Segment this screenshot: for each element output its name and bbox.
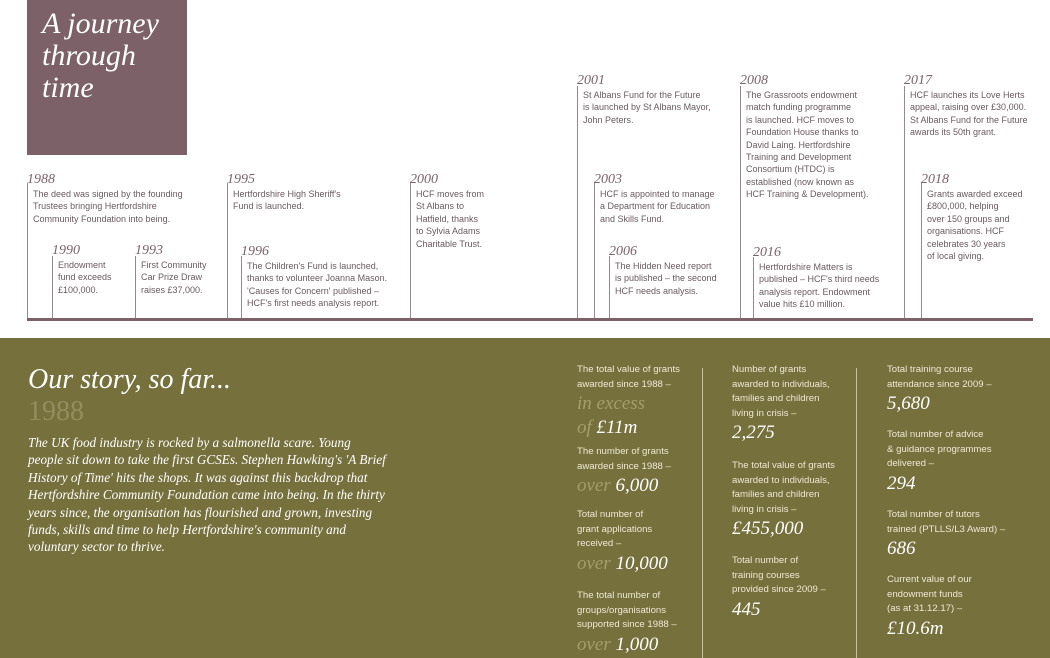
event-text: Hertfordshire Matters is published – HCF's third needs analysis report. Endowment value hits £10 million. <box>759 262 880 310</box>
event-year: 2008 <box>740 73 768 88</box>
stat-value: 2,275 <box>732 422 775 444</box>
timeline-event-1996 <box>241 244 387 310</box>
stat-value: 445 <box>732 598 761 620</box>
stat-grants-count <box>577 445 671 498</box>
event-text: Hertfordshire High Sheriff's Fund is launched. <box>233 189 341 212</box>
event-text: Endowment fund exceeds £100,000. <box>58 260 112 295</box>
event-text: The Children's Fund is launched, thanks to volunteer Joanna Mason. 'Causes for Concern' published – HCF's first needs analysis report. <box>247 261 388 309</box>
timeline-event-2016 <box>753 245 879 311</box>
stat-label: Current value of our endowment funds (as at 31.12.17) – <box>887 574 972 615</box>
timeline-event-1990 <box>52 243 112 296</box>
stat-endowment-value <box>887 573 972 641</box>
stat-advice-programmes <box>887 428 992 496</box>
event-year: 1995 <box>227 172 255 187</box>
timeline-event-2018 <box>921 172 1023 262</box>
stat-value: over 10,000 <box>577 552 668 574</box>
stat-individual-grants <box>732 363 830 445</box>
column-divider <box>702 368 703 658</box>
stat-label: Total training course attendance since 2009 – <box>887 364 992 390</box>
story-title: Our story, so far... <box>28 364 232 395</box>
stat-label: Number of grants awarded to individuals, families and children living in crisis – <box>732 364 830 419</box>
event-year: 1993 <box>135 243 163 258</box>
event-text: The Grassroots endowment match funding programme is launched. HCF moves to Foundation House thanks to David Laing. Hertfordshire Training and Development Consortium (HTDC) is established (now known as HCF Training & Development). <box>746 90 869 200</box>
stat-label: Total number of grant applications received – <box>577 509 653 550</box>
stat-label: The total value of grants awarded since 1988 – <box>577 364 680 390</box>
event-year: 1990 <box>52 243 80 258</box>
timeline-event-2000 <box>410 172 484 250</box>
timeline-axis <box>27 318 1033 321</box>
event-text: St Albans Fund for the Future is launched by St Albans Mayor, John Peters. <box>583 90 711 125</box>
stat-label: Total number of advice & guidance programmes delivered – <box>887 429 992 470</box>
stat-label: Total number of tutors trained (PTLLS/L3 Award) – <box>887 509 1006 535</box>
stat-tutors-trained <box>887 508 1005 561</box>
timeline-event-2001 <box>577 73 711 126</box>
event-text: HCF launches its Love Herts appeal, raising over £30,000. St Albans Fund for the Future awards its 50th grant. <box>910 90 1028 138</box>
timeline-event-2008 <box>740 73 869 201</box>
stat-training-courses <box>732 554 826 622</box>
stat-value: £455,000 <box>732 518 804 540</box>
stat-organisations <box>577 589 677 657</box>
stat-label: The number of grants awarded since 1988 – <box>577 446 671 472</box>
event-text: The Hidden Need report is published – the second HCF needs analysis. <box>615 261 717 296</box>
timeline-event-2006 <box>609 244 717 297</box>
event-text: Grants awarded exceed £800,000, helping over 150 groups and organisations. HCF celebrates 30 years of local giving. <box>927 189 1023 262</box>
event-text: The deed was signed by the founding Trustees bringing Hertfordshire Community Foundation into being. <box>33 189 183 224</box>
page-title: A journey through time <box>42 7 159 104</box>
event-year: 2017 <box>904 73 932 88</box>
event-year: 2016 <box>753 245 781 260</box>
column-divider <box>856 368 857 658</box>
timeline-event-1988 <box>27 172 183 225</box>
event-year: 2003 <box>594 172 622 187</box>
event-year: 1996 <box>241 244 269 259</box>
stat-label: The total number of groups/organisations supported since 1988 – <box>577 590 677 631</box>
stat-value: 5,680 <box>887 393 930 415</box>
timeline-event-1995 <box>227 172 341 213</box>
event-year: 2000 <box>410 172 438 187</box>
stat-value: over 1,000 <box>577 633 659 655</box>
event-year: 1988 <box>27 172 55 187</box>
story-text: The UK food industry is rocked by a salmonella scare. Young people sit down to take the first GCSEs. Stephen Hawking's 'A Brief History of Time' hits the shops. It was against this backdrop that Hertfordshire Community Foundation came into being. In the thirty years since, the organisation has flourished and grown, investing funds, skills and time to help Hertfordshire's community and voluntary sector to thrive. <box>28 435 386 555</box>
stat-value: in excess of £11m <box>577 393 646 439</box>
stat-training-attendance <box>887 363 992 416</box>
stat-value: 294 <box>887 472 916 494</box>
title-box <box>27 0 187 155</box>
stat-value: £10.6m <box>887 617 944 639</box>
story-section <box>0 338 1050 658</box>
stat-label: The total value of grants awarded to individuals, families and children living in crisis – <box>732 460 835 515</box>
event-text: HCF moves from St Albans to Hatfield, thanks to Sylvia Adams Charitable Trust. <box>416 189 485 249</box>
stat-grants-value <box>577 363 680 440</box>
stat-value: 686 <box>887 538 916 560</box>
story-year: 1988 <box>28 396 84 427</box>
event-year: 2018 <box>921 172 949 187</box>
event-text: HCF is appointed to manage a Department for Education and Skills Fund. <box>600 189 715 224</box>
timeline-event-1993 <box>135 243 207 296</box>
stat-label: Total number of training courses provided since 2009 – <box>732 555 826 596</box>
stat-applications <box>577 508 668 576</box>
timeline-event-2017 <box>904 73 1028 139</box>
event-year: 2001 <box>577 73 605 88</box>
stat-individual-value <box>732 459 835 541</box>
stat-value: over 6,000 <box>577 475 659 497</box>
event-year: 2006 <box>609 244 637 259</box>
timeline-event-2003 <box>594 172 715 225</box>
event-text: First Community Car Prize Draw raises £37,000. <box>141 260 207 295</box>
